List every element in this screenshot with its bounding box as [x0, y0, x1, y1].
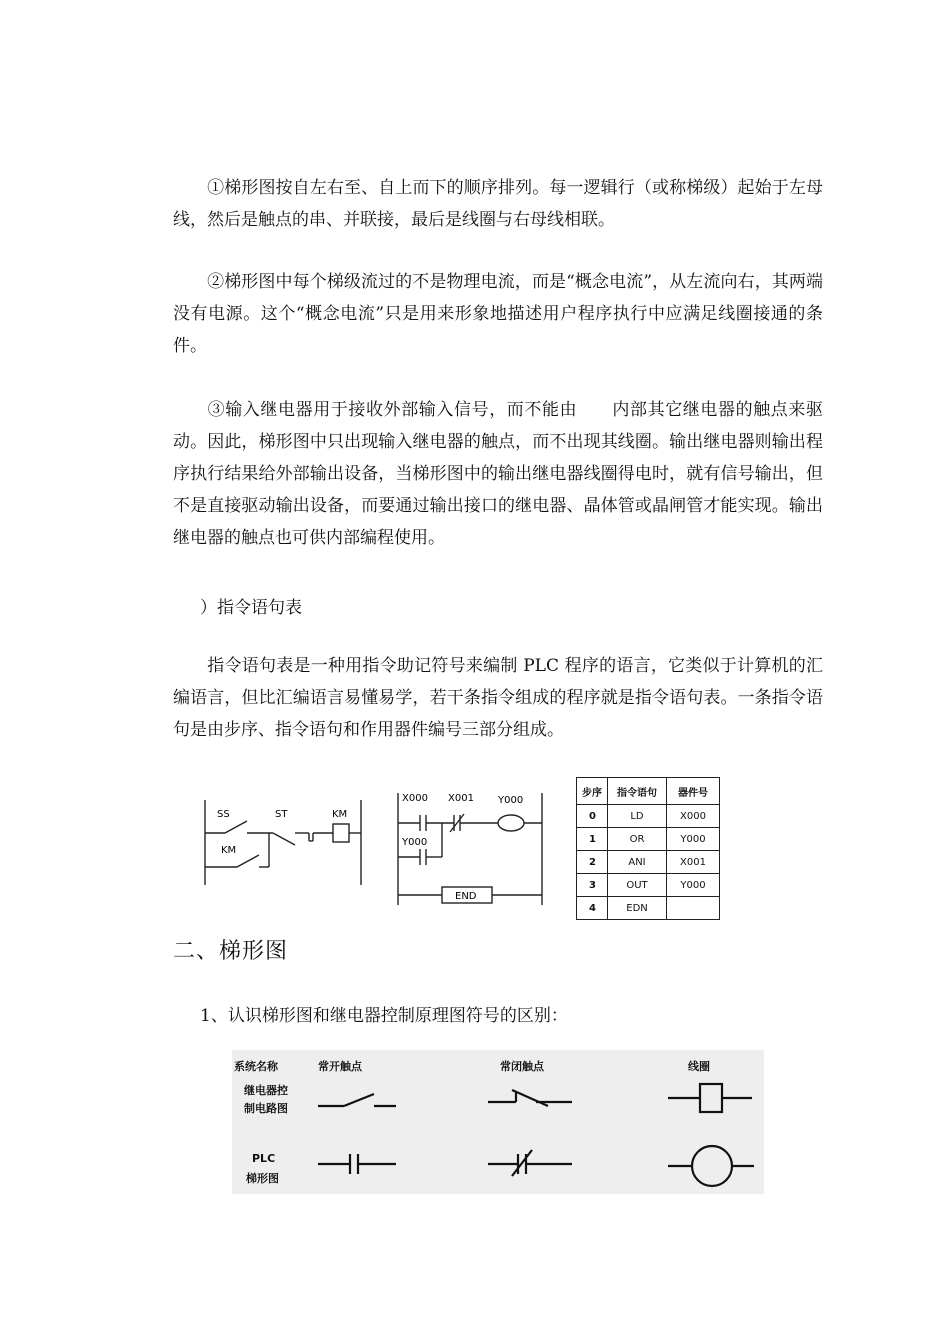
relay-normally-open-symbol: [318, 1094, 396, 1106]
row-plc-label-line1: PLC: [252, 1152, 276, 1165]
instruction-cell: EDN: [608, 897, 667, 920]
ss-label: SS: [217, 809, 230, 820]
st-switch-blade: [273, 833, 295, 845]
instruction-cell: ANI: [608, 851, 667, 874]
col-normally-open-label: 常开触点: [318, 1060, 362, 1073]
plc-coil-symbol: [668, 1146, 754, 1186]
header-device: 器件号: [667, 778, 720, 805]
table-row: [577, 851, 720, 874]
device-cell: Y000: [667, 828, 720, 851]
device-cell: X001: [667, 851, 720, 874]
instruction-cell: OR: [608, 828, 667, 851]
km-contact-label: KM: [221, 845, 237, 856]
device-cell: [667, 897, 720, 920]
table-row: [577, 897, 720, 920]
paragraph-instruction-list: 指令语句表是一种用指令助记符号来编制 PLC 程序的语言，它类似于计算机的汇编语言，但比汇编语言易懂易学，若干条指令组成的程序就是指令语句表。一条指令语句是由步序、指令语句和作用器件编号三部分组成。: [173, 656, 823, 740]
table-header-row: [577, 778, 720, 805]
y000-coil-label: Y000: [498, 795, 524, 806]
col-system-label: 系统名称: [234, 1060, 278, 1073]
instruction-cell: LD: [608, 805, 667, 828]
km-contact-blade: [237, 855, 259, 867]
paragraph-concept-current: ②梯形图中每个梯级流过的不是物理电流，而是“概念电流”，从左流向右，其两端没有电源。这个“概念电流”只是用来形象地描述用户程序执行中应满足线圈接通的条件。: [173, 272, 823, 356]
instruction-cell: OUT: [608, 874, 667, 897]
header-step: 步序: [577, 778, 608, 805]
paragraph-input-relay: ③输入继电器用于接收外部输入信号，而不能由 内部其它继电器的触点来驱动。因此，梯形图中只出现输入继电器的触点，而不出现其线圈。输出继电器则输出程序执行结果给外部输出设备，当梯形图中的输出继电器线圈得电时，就有信号输出，但不是直接驱动输出设备，而要通过输出接口的继电器、晶体管或晶闸管才能实现。输出继电器的触点也可供内部编程使用。: [173, 400, 823, 548]
col-coil-label: 线圈: [688, 1060, 710, 1073]
step-cell: 2: [577, 851, 608, 874]
section-heading: 二、梯形图: [173, 939, 289, 964]
paragraph-ladder-order: ①梯形图按自左右至、自上而下的顺序排列。每一逻辑行（或称梯级）起始于左母线，然后是触点的串、并联接，最后是线圈与右母线相联。: [173, 178, 823, 230]
y000-coil: [498, 815, 524, 831]
step-cell: 0: [577, 805, 608, 828]
step-cell: 3: [577, 874, 608, 897]
st-label: ST: [275, 809, 288, 820]
x000-label: X000: [402, 793, 428, 804]
x001-label: X001: [448, 793, 474, 804]
end-label: END: [455, 891, 477, 902]
symbol-comparison-figure: [232, 1050, 764, 1194]
plc-normally-open-symbol: [318, 1154, 396, 1174]
table-row: [577, 828, 720, 851]
relay-coil-symbol: [668, 1084, 752, 1112]
instruction-table: [576, 777, 720, 920]
km-coil-label: KM: [332, 809, 348, 820]
row-relay-label-line1: 继电器控: [244, 1084, 288, 1097]
table-row: [577, 805, 720, 828]
instruction-list-subheading: ）指令语句表: [200, 598, 302, 618]
col-normally-closed-label: 常闭触点: [500, 1060, 544, 1073]
relay-normally-closed-symbol: [488, 1090, 572, 1106]
header-instruction: 指令语句: [608, 778, 667, 805]
step-cell: 1: [577, 828, 608, 851]
symbol-comparison-item: 1、认识梯形图和继电器控制原理图符号的区别：: [200, 1006, 568, 1026]
row-plc-label-line2: 梯形图: [246, 1172, 279, 1185]
step-cell: 4: [577, 897, 608, 920]
plc-normally-closed-symbol: [488, 1150, 572, 1176]
row-relay-label-line2: 制电路图: [244, 1102, 288, 1115]
table-row: [577, 874, 720, 897]
device-cell: X000: [667, 805, 720, 828]
y000-contact-label: Y000: [402, 837, 428, 848]
ss-switch-blade: [225, 821, 247, 833]
device-cell: Y000: [667, 874, 720, 897]
km-coil: [333, 824, 349, 842]
plc-ladder-diagram: [390, 785, 555, 910]
relay-circuit-diagram: [195, 795, 375, 895]
